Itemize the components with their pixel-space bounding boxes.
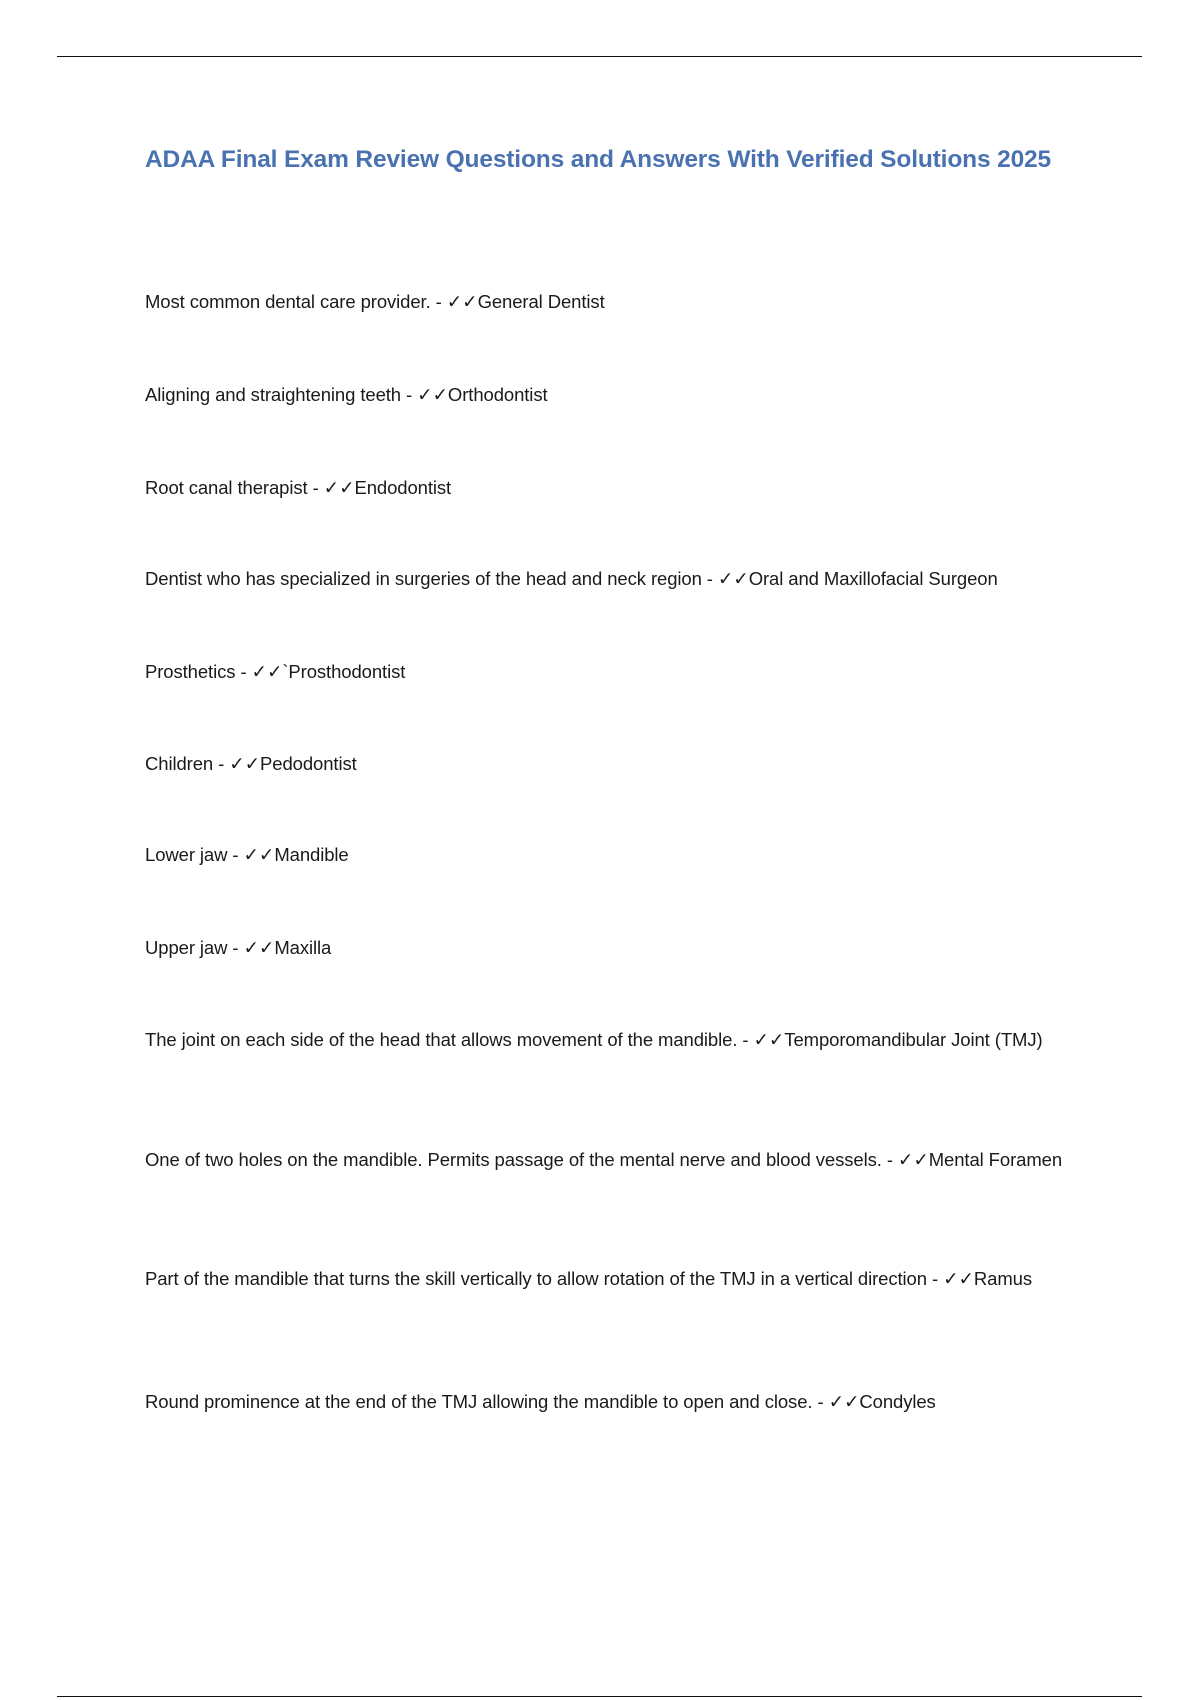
qa-item: The joint on each side of the head that allows movement of the mandible. - ✓✓Temporomandibular Joint (TMJ) [145, 1029, 1043, 1050]
qa-item: Root canal therapist - ✓✓Endodontist [145, 477, 452, 498]
qa-item: Round prominence at the end of the TMJ allowing the mandible to open and close. - ✓✓Condyles [145, 1391, 936, 1412]
qa-item: Most common dental care provider. - ✓✓General Dentist [145, 291, 605, 312]
qa-item: One of two holes on the mandible. Permits passage of the mental nerve and blood vessels. - ✓✓Mental Foramen [145, 1149, 1063, 1170]
qa-item: Dentist who has specialized in surgeries of the head and neck region - ✓✓Oral and Maxillofacial Surgeon [145, 568, 998, 589]
qa-item: Aligning and straightening teeth - ✓✓Orthodontist [145, 384, 548, 405]
qa-item: Lower jaw - ✓✓Mandible [145, 844, 349, 865]
footer-rule [57, 1696, 1142, 1697]
header-rule [57, 56, 1142, 57]
qa-item: Prosthetics - ✓✓`Prosthodontist [145, 661, 406, 682]
document-title: ADAA Final Exam Review Questions and Answers With Verified Solutions 2025 [145, 146, 1051, 173]
qa-item: Children - ✓✓Pedodontist [145, 753, 357, 774]
qa-item: Upper jaw - ✓✓Maxilla [145, 937, 332, 958]
qa-item: Part of the mandible that turns the skill vertically to allow rotation of the TMJ in a vertical direction - ✓✓Ramus [145, 1268, 1032, 1289]
